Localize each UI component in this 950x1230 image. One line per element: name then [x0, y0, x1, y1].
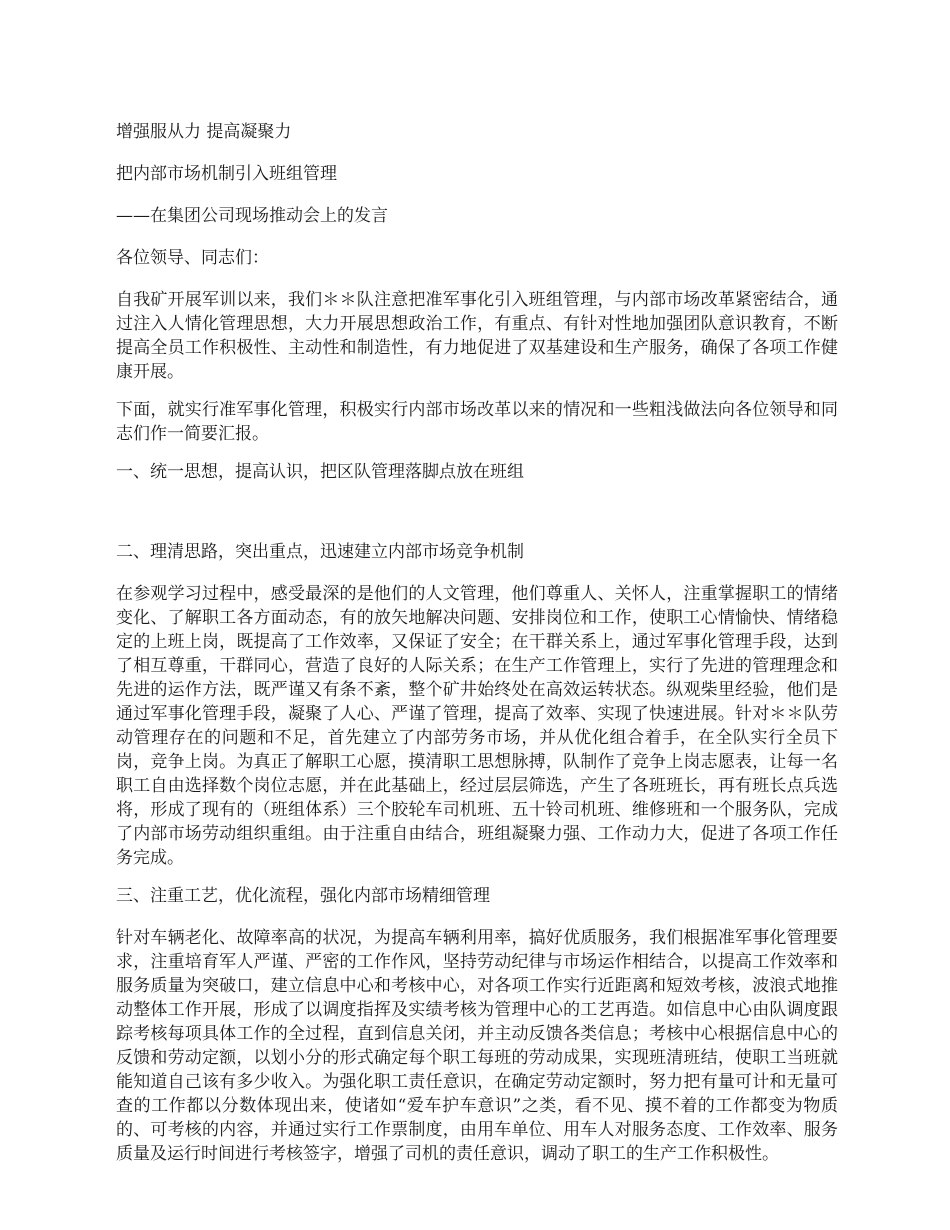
paragraph-report: 下面，就实行准军事化管理，积极实行内部市场改革以来的情况和一些粗浅做法向各位领导和同志们作一简要汇报。: [116, 400, 838, 444]
title-line-1: 增强服从力 提高凝聚力: [116, 122, 292, 142]
paragraph-section-3: 针对车辆老化、故障率高的状况，为提高车辆利用率，搞好优质服务，我们根据准军事化管理要求，注重培育军人严谨、严密的工作作风，坚持劳动纪律与市场运作相结合，以提高工作效率和服务质量为突破口，建立信息中心和考核中心，对各项工作实行近距离和短效考核，波浪式地推动整体工作开展，形成了以调度指挥及实绩考核为管理中心的工艺再造。如信息中心由队调度跟踪考核每项具体工作的全过程，直到信息关闭，并主动反馈各类信息；考核中心根据信息中心的反馈和劳动定额，以划小分的形式确定每个职工每班的劳动成果，实现班清班结，使职工当班就能知道自己该有多少收入。为强化职工责任意识，在确定劳动定额时，努力把有量可计和无量可查的工作都以分数体现出来，使诸如“爱车护车意识”之类，看不见、摸不着的工作都变为物质的、可考核的内容，并通过实行工作票制度，由用车单位、用车人对服务态度、工作效率、服务质量及运行时间进行考核签字，增强了司机的责任意识，调动了职工的生产工作积极性。: [116, 928, 838, 1164]
paragraph-section-2: 在参观学习过程中，感受最深的是他们的人文管理，他们尊重人、关怀人，注重掌握职工的情绪变化、了解职工各方面动态，有的放矢地解决问题、安排岗位和工作，使职工心情愉快、情绪稳定的上班上岗，既提高了工作效率，又保证了安全；在干群关系上，通过军事化管理手段，达到了相互尊重，干群同心，营造了良好的人际关系；在生产工作管理上，实行了先进的管理理念和先进的运作方法，既严谨又有条不紊，整个矿井始终处在高效运转状态。纵观柴里经验，他们是通过军事化管理手段，凝聚了人心、严谨了管理，提高了效率、实现了快速进展。针对＊＊队劳动管理存在的问题和不足，首先建立了内部劳务市场，并从优化组合着手，在全队实行全员下岗，竞争上岗。为真正了解职工心愿，摸清职工思想脉搏，队制作了竞争上岗志愿表，让每一名职工自由选择数个岗位志愿，并在此基础上，经过层层筛选，产生了各班班长，再有班长点兵选将，形成了现有的（班组体系）三个胶轮车司机班、五十铃司机班、维修班和一个服务队，完成了内部市场劳动组织重组。由于注重自由结合，班组凝聚力强、工作动力大，促进了各项工作任务完成。: [116, 584, 838, 868]
section-heading-3: 三、注重工艺，优化流程，强化内部市场精细管理: [116, 886, 490, 906]
subtitle: ——在集团公司现场推动会上的发言: [116, 206, 388, 226]
paragraph-intro: 自我矿开展军训以来，我们＊＊队注意把准军事化引入班组管理，与内部市场改革紧密结合，通过注入人情化管理思想，大力开展思想政治工作，有重点、有针对性地加强团队意识教育，不断提高全员工作积极性、主动性和制造性，有力地促进了双基建设和生产服务，确保了各项工作健康开展。: [116, 290, 838, 382]
blank-space: [116, 502, 838, 540]
greeting: 各位领导、同志们：: [116, 248, 269, 268]
title-line-2: 把内部市场机制引入班组管理: [116, 164, 337, 184]
document-page: [116, 120, 838, 1180]
section-heading-1: 一、统一思想，提高认识，把区队管理落脚点放在班组: [116, 462, 524, 482]
section-heading-2: 二、理清思路，突出重点，迅速建立内部市场竞争机制: [116, 542, 524, 562]
